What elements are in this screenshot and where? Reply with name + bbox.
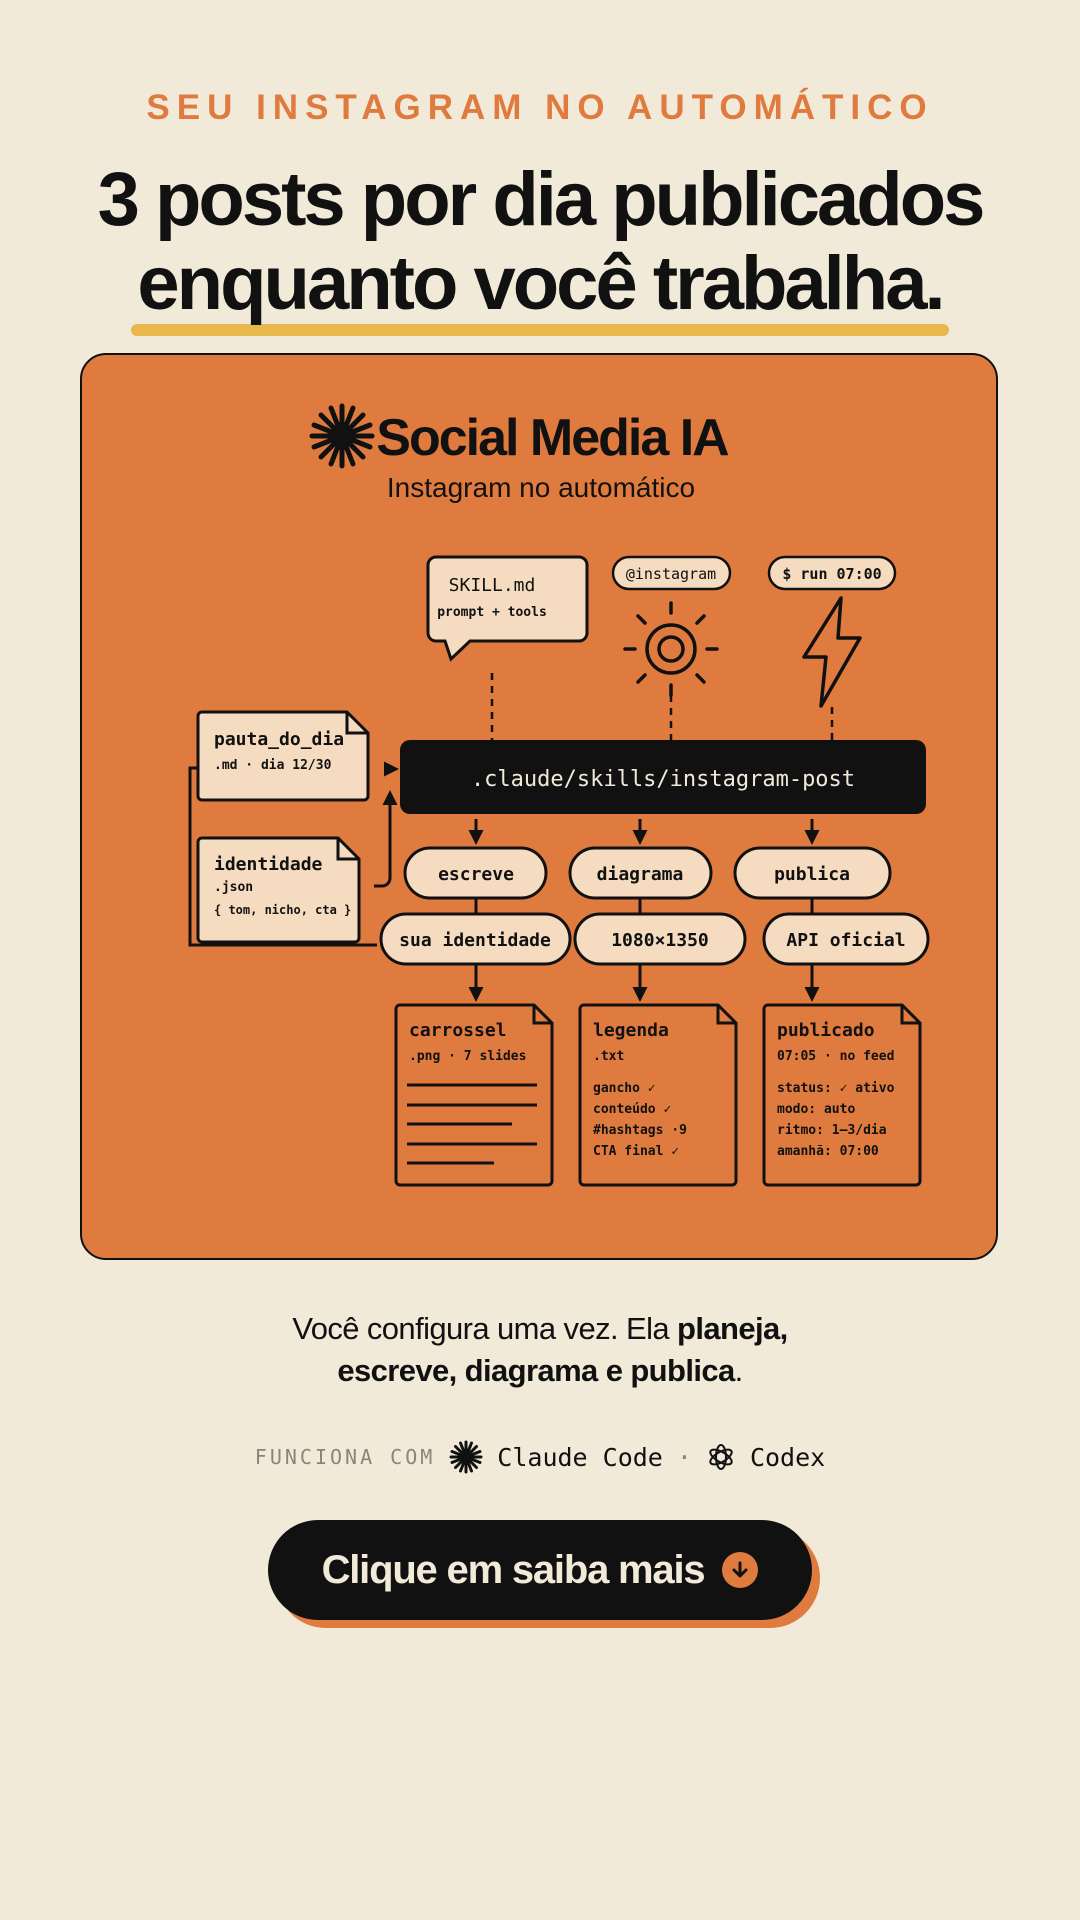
codex-icon (706, 1442, 736, 1472)
diagram-svg (82, 355, 1000, 1262)
sparkle-icon (312, 406, 372, 466)
headline-line-2: enquanto você trabalha. (137, 241, 943, 326)
instagram-tag-label: @instagram (625, 565, 717, 583)
file-pauta (198, 712, 368, 800)
pipeline-label: .claude/skills/instagram-post (470, 767, 856, 792)
headline-line-2-wrap (137, 242, 942, 326)
publicado-title: publicado (777, 1020, 875, 1041)
detail-identidade-label: sua identidade (399, 930, 551, 951)
legenda-line: conteúdo ✓ (593, 1102, 672, 1117)
works-with (0, 1440, 1080, 1474)
detail-api-label: API oficial (786, 930, 906, 951)
pauta-meta: .md · dia 12/30 (214, 758, 332, 773)
publicado-line: amanhã: 07:00 (777, 1144, 879, 1159)
legenda-meta: .txt (593, 1049, 625, 1064)
legenda-line: #hashtags ·9 (593, 1123, 687, 1138)
identidade-title: identidade (214, 854, 323, 875)
tagline-c: escreve, diagrama e publica (337, 1353, 735, 1388)
cta-label: Clique em saiba mais (321, 1547, 705, 1592)
skill-bubble (428, 557, 587, 659)
panel-title: Social Media IA (376, 409, 728, 467)
identidade-meta: { tom, nicho, cta } (214, 903, 352, 917)
panel-subtitle: Instagram no automático (386, 472, 696, 503)
legenda-line: gancho ✓ (593, 1081, 656, 1096)
tagline (0, 1308, 1080, 1392)
headline (0, 158, 1080, 326)
output-carrossel (396, 1005, 552, 1185)
publicado-line: ritmo: 1–3/dia (777, 1123, 887, 1138)
tagline-b: planeja, (677, 1311, 788, 1346)
works-with-separator: · (676, 1442, 692, 1472)
diagram-panel (80, 353, 998, 1260)
tool-claude-code: Claude Code (497, 1442, 663, 1472)
detail-size-label: 1080×1350 (611, 930, 709, 951)
eyebrow: SEU INSTAGRAM NO AUTOMÁTICO (146, 88, 934, 127)
skill-sub: prompt + tools (437, 605, 547, 620)
run-tag-label: $ run 07:00 (782, 565, 882, 583)
file-identidade (198, 838, 359, 942)
sun-icon (625, 603, 717, 695)
step-diagrama-label: diagrama (596, 864, 684, 885)
claude-icon (449, 1440, 483, 1474)
cta-button[interactable] (268, 1520, 812, 1620)
headline-line-1: 3 posts por dia publicados (97, 157, 983, 242)
step-escreve-label: escreve (438, 864, 514, 885)
identidade-ext: .json (214, 880, 254, 895)
output-legenda (580, 1005, 736, 1185)
step-publica-label: publica (774, 864, 850, 885)
legenda-title: legenda (593, 1020, 669, 1041)
legenda-line: CTA final ✓ (593, 1144, 680, 1159)
tagline-a: Você configura uma vez. Ela (292, 1311, 678, 1346)
lightning-icon (804, 598, 860, 706)
carrossel-meta: .png · 7 slides (409, 1049, 527, 1064)
works-with-label: FUNCIONA COM (254, 1445, 436, 1469)
publicado-meta: 07:05 · no feed (777, 1049, 895, 1064)
tagline-d: . (734, 1353, 743, 1388)
skill-title: SKILL.md (448, 575, 536, 596)
publicado-line: status: ✓ ativo (777, 1081, 895, 1096)
carrossel-title: carrossel (409, 1020, 507, 1041)
pauta-title: pauta_do_dia (214, 729, 345, 750)
output-publicado (764, 1005, 920, 1185)
publicado-line: modo: auto (777, 1102, 856, 1117)
arrow-down-icon (722, 1552, 758, 1588)
tool-codex: Codex (749, 1442, 826, 1472)
